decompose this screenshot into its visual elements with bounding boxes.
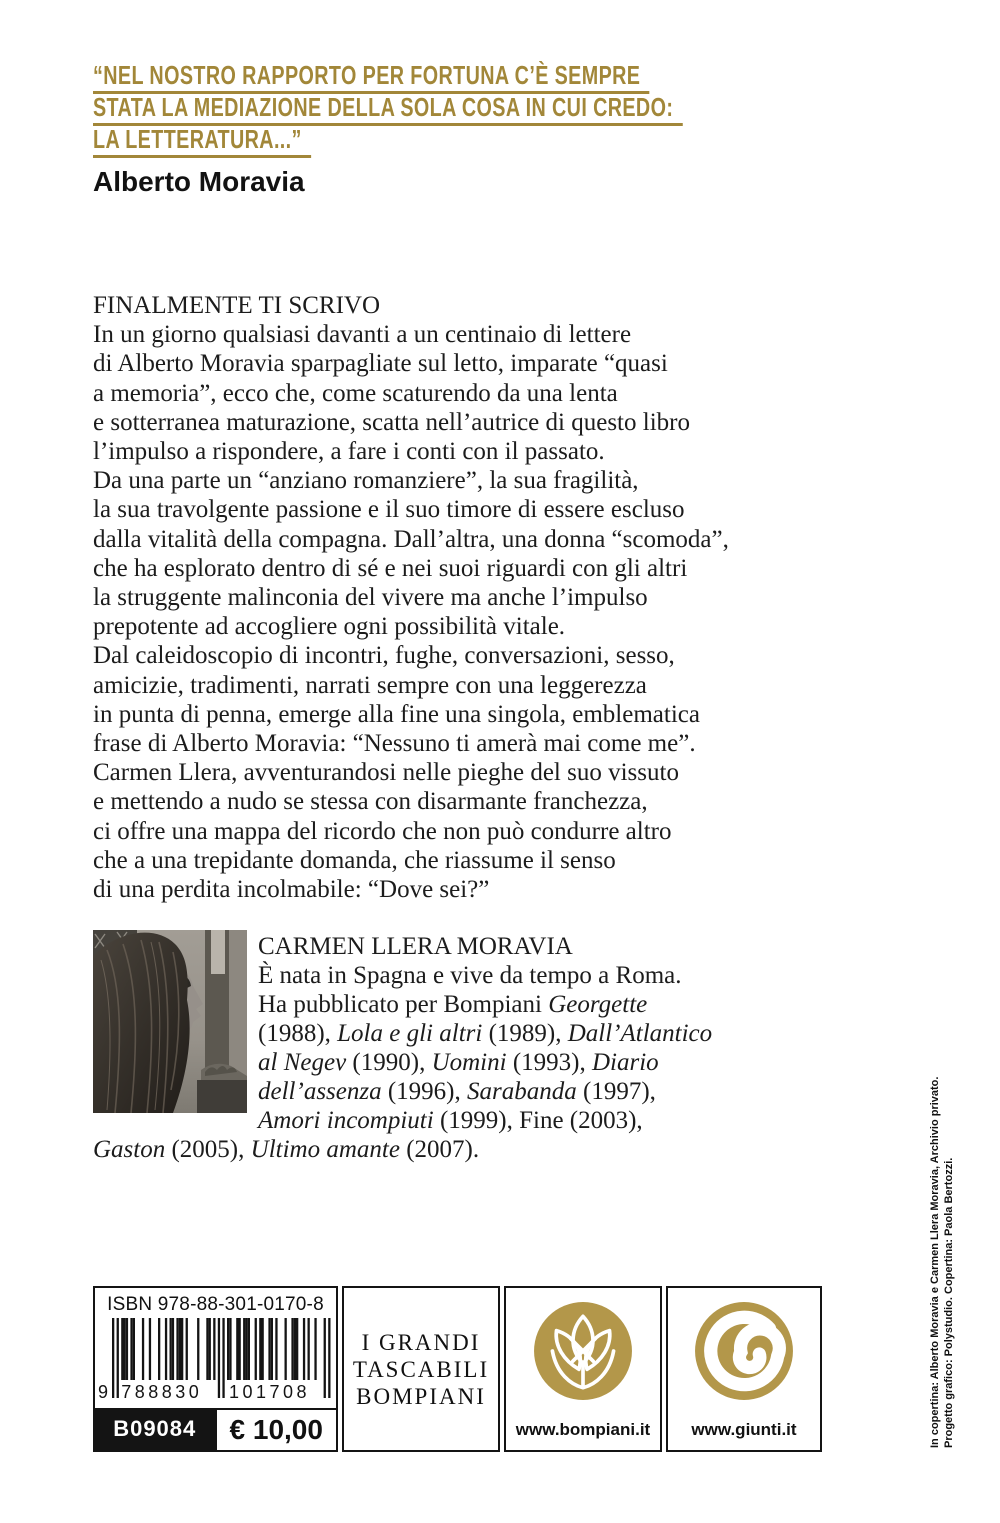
isbn-label: ISBN 978-88-301-0170-8	[107, 1294, 324, 1315]
author-photo	[93, 930, 247, 1113]
giunti-url: www.giunti.it	[691, 1420, 797, 1439]
bio-heading: CARMEN LLERA MORAVIA	[258, 933, 573, 960]
synopsis-body	[93, 320, 729, 904]
ean-digits: 9	[97, 1382, 108, 1402]
bio-line: (1988), Lola e gli altri (1989), Dall’Atlantico	[258, 1020, 713, 1047]
synopsis-line: che ha esplorato dentro di sé e nei suoi riguardi con gli altri	[93, 554, 688, 582]
synopsis-line: In un giorno qualsiasi davanti a un centinaio di lettere	[93, 321, 632, 349]
synopsis-line: di Alberto Moravia sparpagliate sul letto, imparate “quasi	[93, 350, 668, 378]
series-line: TASCABILI	[352, 1356, 490, 1382]
quote-line: “NEL NOSTRO RAPPORTO PER FORTUNA C’È SEMPRE	[93, 62, 649, 94]
synopsis-line: prepotente ad accogliere ogni possibilità vitale.	[93, 613, 566, 641]
synopsis-line: e sotterranea maturazione, scatta nell’autrice di questo libro	[93, 408, 690, 436]
synopsis-line: dalla vitalità della compagna. Dall’altra, una donna “scomoda”,	[93, 525, 729, 553]
bompiani-url: www.bompiani.it	[515, 1420, 651, 1439]
bompiani-box	[504, 1286, 662, 1452]
bio-line: dell’assenza (1996), Sarabanda (1997),	[258, 1078, 656, 1105]
synopsis-line: ci offre una mappa del ricordo che non può condurre altro	[93, 817, 672, 845]
series-line: I GRANDI	[361, 1329, 481, 1355]
quote-line: STATA LA MEDIAZIONE DELLA SOLA COSA IN CUI CREDO:	[93, 94, 682, 126]
credits-vertical	[928, 1048, 958, 1448]
credits-line-2: Progetto grafico: Polystudio. Copertina: Paola Bertozzi.	[943, 1157, 955, 1448]
synopsis-line: e mettendo a nudo se stessa con disarmante franchezza,	[93, 788, 648, 816]
synopsis-title: FINALMENTE TI SCRIVO	[93, 292, 381, 319]
synopsis-line: la struggente malinconia del vivere ma anche l’impulso	[93, 584, 648, 612]
barcode-box	[93, 1286, 338, 1452]
bio-line: È nata in Spagna e vive da tempo a Roma.	[258, 962, 682, 989]
credits-line-1: In copertina: Alberto Moravia e Carmen Llera Moravia, Archivio privato.	[929, 1076, 941, 1448]
synopsis-line: di una perdita incolmabile: “Dove sei?”	[93, 876, 490, 904]
synopsis-line: la sua travolgente passione e il suo timore di essere escluso	[93, 496, 685, 524]
series-box	[342, 1286, 500, 1452]
bio-line: al Negev (1990), Uomini (1993), Diario	[258, 1049, 659, 1076]
quote-line: LA LETTERATURA...”	[93, 126, 311, 158]
bompiani-flower-icon	[532, 1300, 634, 1402]
ean-digits: 788830	[120, 1382, 202, 1402]
bio-last-line	[93, 1135, 479, 1164]
bio-line: Amori incompiuti (1999), Fine (2003),	[258, 1107, 643, 1134]
synopsis-line: a memoria”, ecco che, come scaturendo da una lenta	[93, 379, 618, 407]
giunti-spiral-icon	[693, 1300, 795, 1402]
barcode	[98, 1318, 334, 1402]
bio-line: Ha pubblicato per Bompiani Georgette	[258, 991, 648, 1018]
price: € 10,00	[215, 1408, 337, 1450]
synopsis-line: in punta di penna, emerge alla fine una singola, emblematica	[93, 700, 700, 728]
ean-digits: 101708	[228, 1382, 310, 1402]
synopsis-line: frase di Alberto Moravia: “Nessuno ti amerà mai come me”.	[93, 730, 696, 758]
series-line: BOMPIANI	[356, 1383, 486, 1409]
synopsis-line: amicizie, tradimenti, narrati sempre con una leggerezza	[93, 671, 647, 699]
synopsis-line: che a una trepidante domanda, che riassume il senso	[93, 846, 616, 874]
synopsis-line: Dal caleidoscopio di incontri, fughe, conversazioni, sesso,	[93, 642, 675, 670]
synopsis-line: l’impulso a rispondere, a fare i conti con il passato.	[93, 438, 605, 466]
giunti-box	[666, 1286, 822, 1452]
synopsis	[93, 291, 729, 904]
pull-quote	[93, 62, 869, 198]
bio-body	[258, 961, 712, 1135]
synopsis-line: Da una parte un “anziano romanziere”, la sua fragilità,	[93, 467, 639, 495]
synopsis-line: Carmen Llera, avventurandosi nelle pieghe del suo vissuto	[93, 759, 679, 787]
bio	[258, 932, 712, 1135]
code-badge: B09084	[95, 1408, 215, 1450]
quote-author: Alberto Moravia	[93, 166, 305, 197]
bio-line: Gaston (2005), Ultimo amante (2007).	[93, 1136, 480, 1163]
